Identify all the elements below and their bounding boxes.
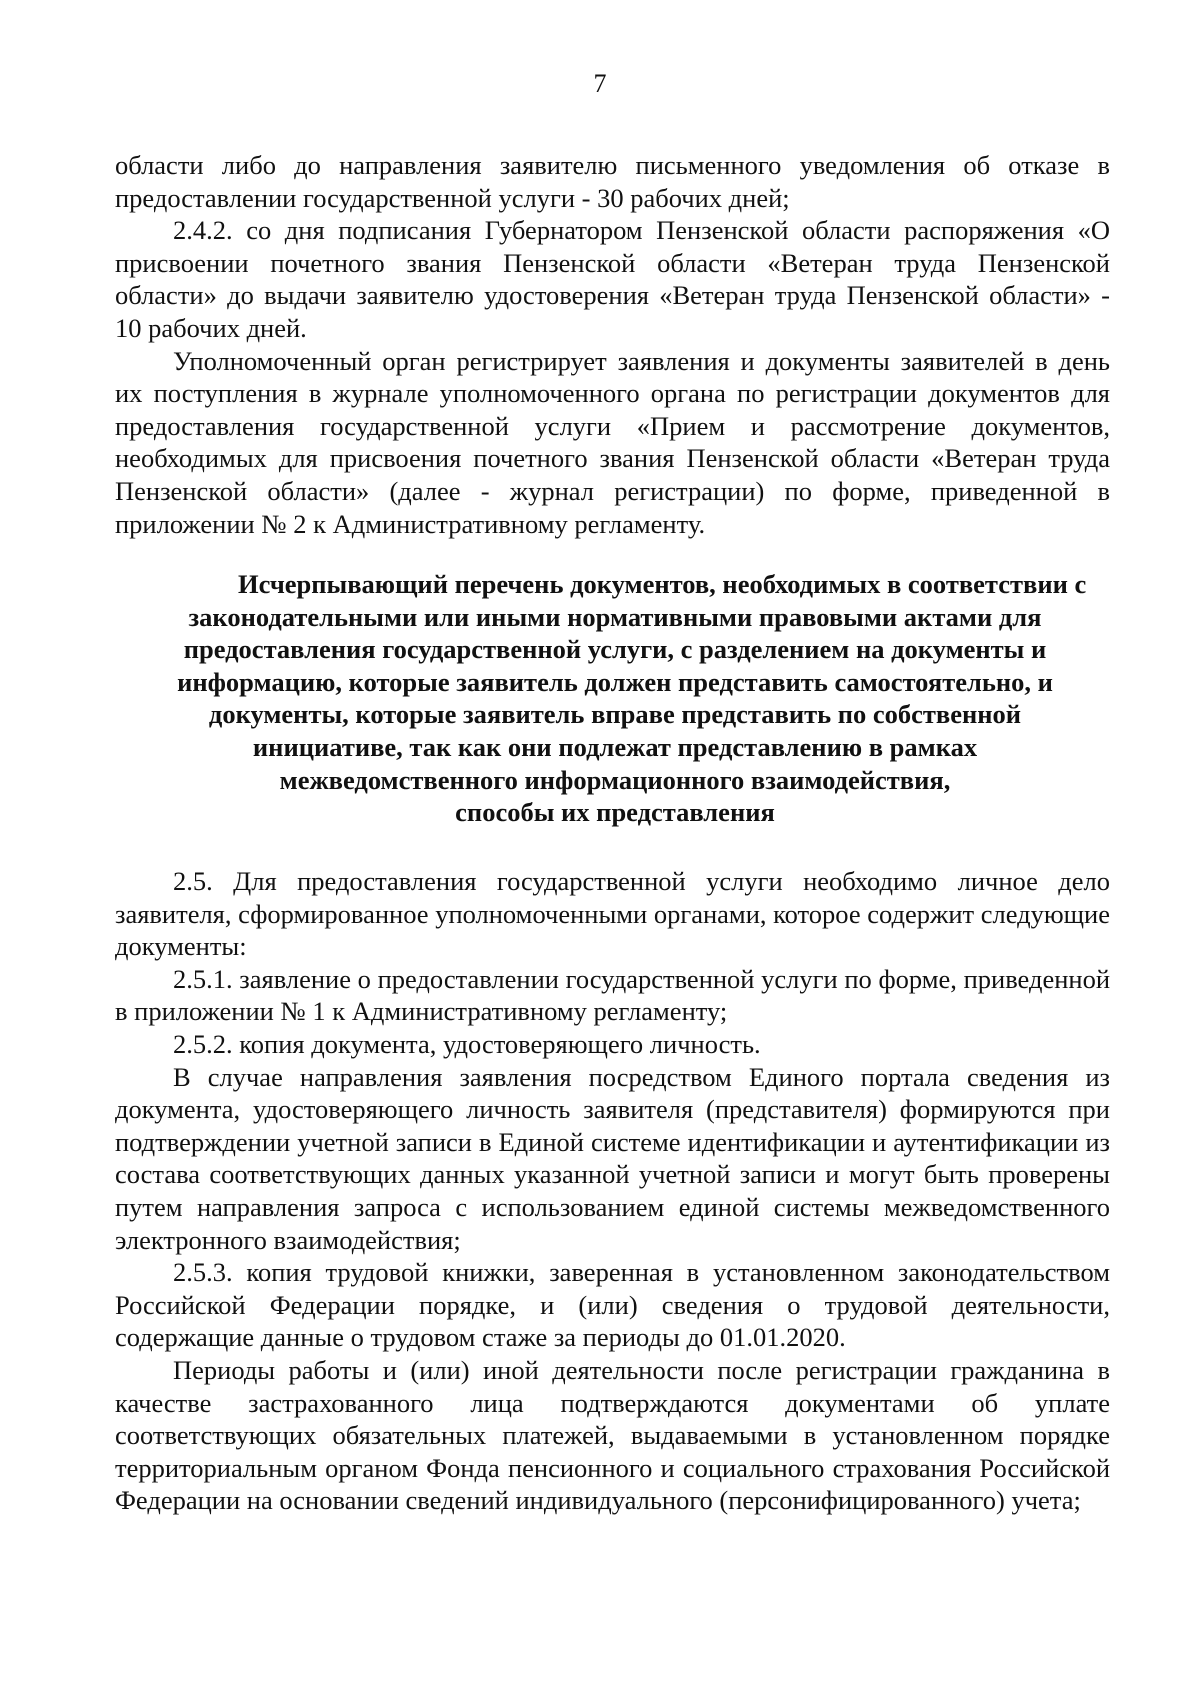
paragraph-2-4-2: 2.4.2. со дня подписания Губернатором Пензенской области распоряжения «О присвоении почетного звания Пензенской области «Ветеран труда Пензенской области» до выдачи заявителю удостоверения «Ветеран труда Пензенской области» - 10 рабочих дней. — [115, 215, 1110, 343]
paragraph-2-5-2: 2.5.2. копия документа, удостоверяющего личность. — [173, 1028, 761, 1059]
section-heading — [150, 568, 1087, 829]
paragraph-2-5-3: 2.5.3. копия трудовой книжки, заверенная в установленном законодательством Российской Федерации порядке, и (или) сведения о трудовой деятельности, содержащие данные о трудовом стаже за периоды до 01.01.2020. — [115, 1257, 1110, 1353]
top-text-block — [115, 149, 1110, 540]
heading-line: документы, которые заявитель вправе представить по собственной — [208, 699, 1022, 730]
paragraph-registration: Уполномоченный орган регистрирует заявления и документы заявителей в день их поступления в журнале уполномоченного органа по регистрации документов для предоставления государственной услуги «Прием и рассмотрение документов, необходимых для присвоения почетного звания Пензенской области «Ветеран труда Пензенской области» (далее - журнал регистрации) по форме, приведенной в приложении № 2 к Административному регламенту. — [115, 345, 1110, 539]
heading-line: законодательными или иными нормативными правовыми актами для — [188, 601, 1042, 632]
paragraph-portal: В случае направления заявления посредством Единого портала сведения из документа, удостоверяющего личность заявителя (представителя) формируются при подтверждении учетной записи в Единой системе идентификации и аутентификации из состава соответствующих данных указанной учетной записи и могут быть проверены путем направления запроса с использованием единой системы межведомственного электронного взаимодействия; — [115, 1061, 1110, 1255]
paragraph-2-5-1: 2.5.1. заявление о предоставлении государственной услуги по форме, приведенной в приложении № 1 к Административному регламенту; — [115, 963, 1110, 1027]
page-number: 7 — [593, 69, 607, 98]
paragraph-work-periods: Периоды работы и (или) иной деятельности после регистрации гражданина в качестве застрахованного лица подтверждаются документами об уплате соответствующих обязательных платежей, выдаваемыми в установленном порядке территориальным органом Фонда пенсионного и социального страхования Российской Федерации на основании сведений индивидуального (персонифицированного) учета; — [115, 1354, 1110, 1516]
main-text-block — [115, 865, 1110, 1517]
heading-line: межведомственного информационного взаимодействия, — [279, 764, 951, 795]
heading-line: инициативе, так как они подлежат представлению в рамках — [252, 731, 978, 762]
heading-line: информацию, которые заявитель должен представить самостоятельно, и — [177, 666, 1053, 697]
heading-line: предоставления государственной услуги, с разделением на документы и — [183, 634, 1047, 665]
heading-line: Исчерпывающий перечень документов, необходимых в соответствии с — [238, 569, 1087, 599]
heading-line: способы их представления — [455, 797, 775, 828]
paragraph-2-5: 2.5. Для предоставления государственной услуги необходимо личное дело заявителя, сформированное уполномоченными органами, которое содержит следующие документы: — [115, 866, 1110, 962]
paragraph-continuation: области либо до направления заявителю письменного уведомления об отказе в предоставлении государственной услуги - 30 рабочих дней; — [115, 150, 1110, 213]
